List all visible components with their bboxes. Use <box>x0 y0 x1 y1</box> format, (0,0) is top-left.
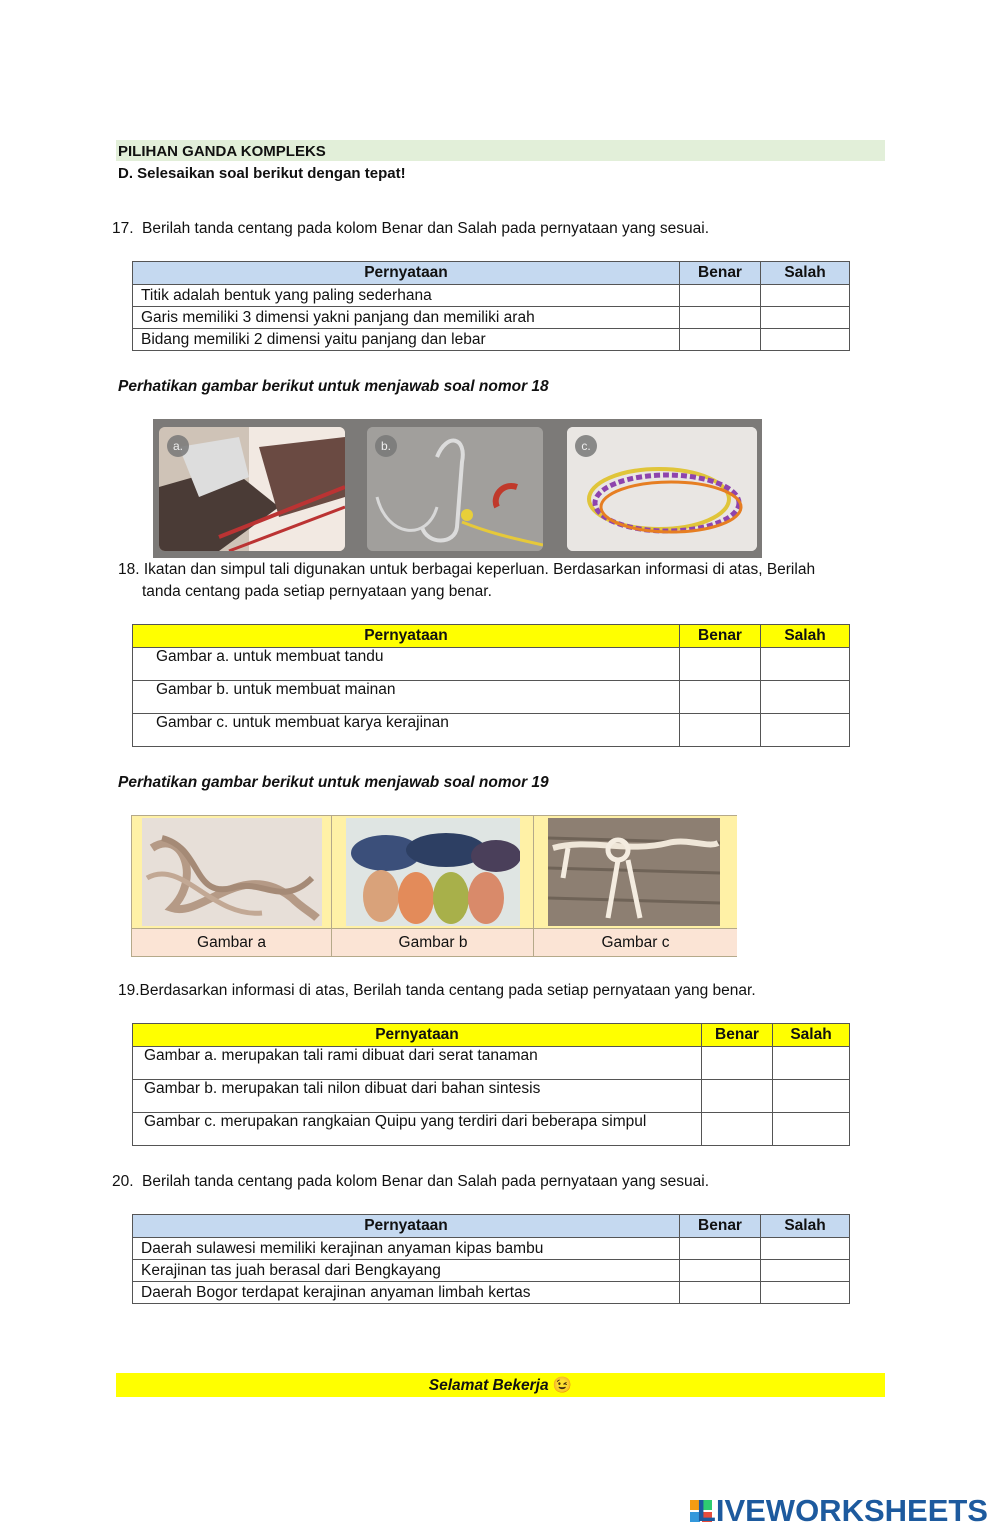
label-c: c. <box>575 435 597 457</box>
salah-checkbox-cell[interactable] <box>761 681 850 714</box>
label-a: a. <box>167 435 189 457</box>
benar-checkbox-cell[interactable] <box>680 1282 761 1304</box>
header-salah: Salah <box>761 1215 850 1238</box>
gallery-cell-a <box>132 816 331 928</box>
header-benar: Benar <box>702 1024 773 1047</box>
photo-b-fishhook <box>367 427 543 551</box>
salah-checkbox-cell[interactable] <box>761 285 850 307</box>
header-pernyataan: Pernyataan <box>133 1024 702 1047</box>
salah-checkbox-cell[interactable] <box>761 329 850 351</box>
statement-cell: Bidang memiliki 2 dimensi yaitu panjang dan lebar <box>133 329 680 351</box>
header-salah: Salah <box>773 1024 850 1047</box>
statement-cell: Gambar b. untuk membuat mainan <box>133 681 680 714</box>
footer-text: Selamat Bekerja <box>428 1377 549 1394</box>
q19-text: 19.Berdasarkan informasi di atas, Berilah tanda centang pada setiap pernyataan yang benar. <box>118 982 756 999</box>
benar-checkbox-cell[interactable] <box>680 681 761 714</box>
header-salah: Salah <box>761 262 850 285</box>
photo-quipu-knot <box>548 818 720 926</box>
benar-checkbox-cell[interactable] <box>680 1260 761 1282</box>
header-pernyataan: Pernyataan <box>133 1215 680 1238</box>
caption-gambar-b: Gambar b <box>331 928 534 956</box>
q17-number: 17. <box>112 220 134 237</box>
benar-checkbox-cell[interactable] <box>680 714 761 747</box>
q20-table <box>132 1214 850 1304</box>
q19-table <box>132 1023 850 1146</box>
salah-checkbox-cell[interactable] <box>761 307 850 329</box>
statement-cell: Kerajinan tas juah berasal dari Bengkayang <box>133 1260 680 1282</box>
caption-gambar-c: Gambar c <box>533 928 737 956</box>
statement-cell: Garis memiliki 3 dimensi yakni panjang dan memiliki arah <box>133 307 680 329</box>
salah-checkbox-cell[interactable] <box>761 1282 850 1304</box>
q18-text-line1: 18. Ikatan dan simpul tali digunakan untuk berbagai keperluan. Berdasarkan informasi di atas, Berilah <box>118 561 816 578</box>
salah-checkbox-cell[interactable] <box>773 1080 850 1113</box>
instruction-text: D. Selesaikan soal berikut dengan tepat! <box>118 165 406 182</box>
benar-checkbox-cell[interactable] <box>702 1047 773 1080</box>
benar-checkbox-cell[interactable] <box>680 307 761 329</box>
wink-emoji-icon: 😉 <box>552 1377 573 1394</box>
q18-text-line2: tanda centang pada setiap pernyataan yang benar. <box>142 583 492 600</box>
statement-cell: Gambar c. merupakan rangkaian Quipu yang terdiri dari beberapa simpul <box>133 1113 702 1146</box>
header-benar: Benar <box>680 1215 761 1238</box>
benar-checkbox-cell[interactable] <box>702 1080 773 1113</box>
salah-checkbox-cell[interactable] <box>773 1113 850 1146</box>
benar-checkbox-cell[interactable] <box>680 648 761 681</box>
statement-cell: Gambar b. merupakan tali nilon dibuat dari bahan sintesis <box>133 1080 702 1113</box>
label-b: b. <box>375 435 397 457</box>
q20-number: 20. <box>112 1173 134 1190</box>
statement-cell: Gambar a. merupakan tali rami dibuat dari serat tanaman <box>133 1047 702 1080</box>
q17-table <box>132 261 850 351</box>
salah-checkbox-cell[interactable] <box>761 648 850 681</box>
q18-table <box>132 624 850 747</box>
statement-cell: Gambar c. untuk membuat karya kerajinan <box>133 714 680 747</box>
q18-note: Perhatikan gambar berikut untuk menjawab soal nomor 18 <box>118 378 549 395</box>
benar-checkbox-cell[interactable] <box>680 329 761 351</box>
statement-cell: Gambar a. untuk membuat tandu <box>133 648 680 681</box>
salah-checkbox-cell[interactable] <box>773 1047 850 1080</box>
statement-cell: Titik adalah bentuk yang paling sederhana <box>133 285 680 307</box>
photo-a-stretcher <box>159 427 345 551</box>
header-benar: Benar <box>680 262 761 285</box>
benar-checkbox-cell[interactable] <box>680 1238 761 1260</box>
brand-name[interactable]: LIVEWORKSHEETS <box>696 1493 988 1528</box>
header-pernyataan: Pernyataan <box>133 262 680 285</box>
statement-cell: Daerah Bogor terdapat kerajinan anyaman limbah kertas <box>133 1282 680 1304</box>
photo-c-bracelet <box>567 427 757 551</box>
benar-checkbox-cell[interactable] <box>680 285 761 307</box>
header-pernyataan: Pernyataan <box>133 625 680 648</box>
benar-checkbox-cell[interactable] <box>702 1113 773 1146</box>
q20-text: Berilah tanda centang pada kolom Benar dan Salah pada pernyataan yang sesuai. <box>142 1173 710 1190</box>
statement-cell: Daerah sulawesi memiliki kerajinan anyaman kipas bambu <box>133 1238 680 1260</box>
q18-image-strip <box>153 419 762 558</box>
gallery-cell-b <box>331 816 534 928</box>
photo-nylon-rope <box>346 818 520 926</box>
salah-checkbox-cell[interactable] <box>761 1260 850 1282</box>
salah-checkbox-cell[interactable] <box>761 714 850 747</box>
q19-note: Perhatikan gambar berikut untuk menjawab soal nomor 19 <box>118 774 549 791</box>
header-salah: Salah <box>761 625 850 648</box>
salah-checkbox-cell[interactable] <box>761 1238 850 1260</box>
photo-jute-rope <box>142 818 322 926</box>
footer-message <box>116 1376 885 1395</box>
header-benar: Benar <box>680 625 761 648</box>
section-title: PILIHAN GANDA KOMPLEKS <box>118 143 326 160</box>
q17-text: Berilah tanda centang pada kolom Benar dan Salah pada pernyataan yang sesuai. <box>142 220 710 237</box>
caption-gambar-a: Gambar a <box>132 928 331 956</box>
q19-image-gallery <box>131 815 737 957</box>
gallery-cell-c <box>533 816 737 928</box>
